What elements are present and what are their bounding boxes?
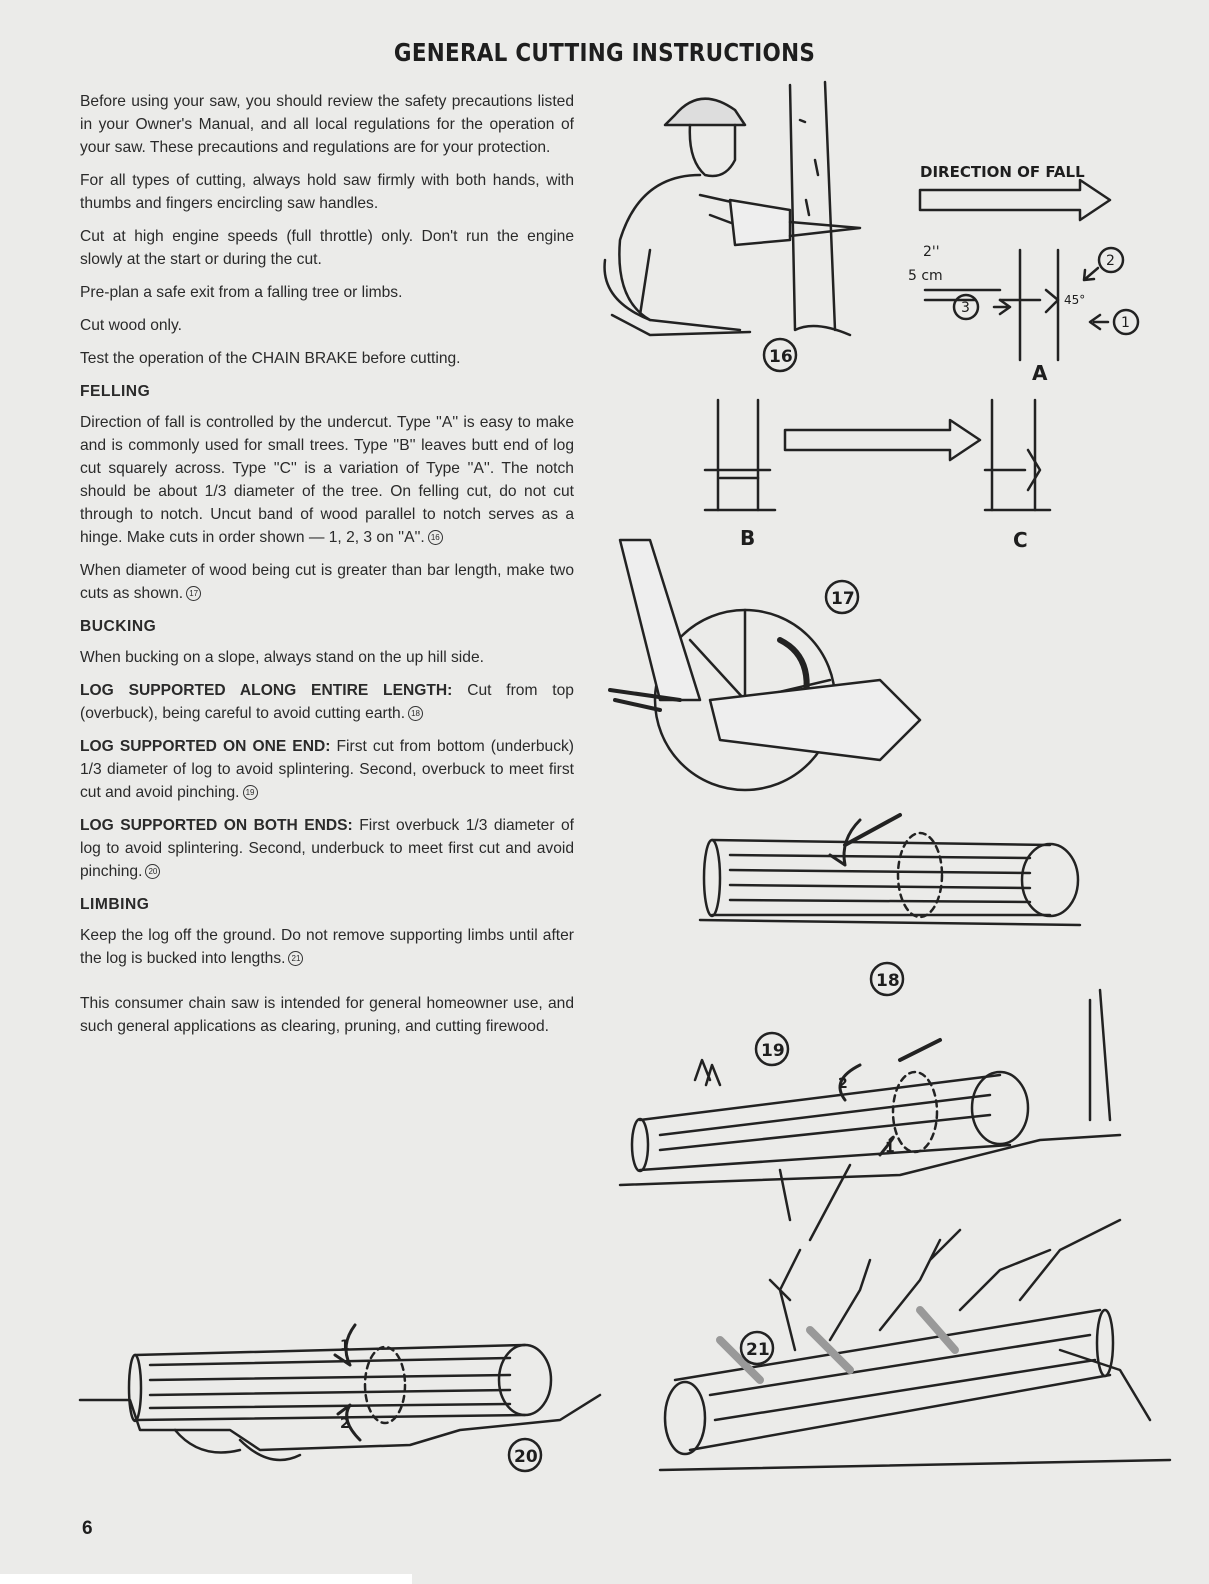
figure-17-number: 17 [831, 589, 855, 609]
figure-18-overbuck-illustration [700, 815, 1080, 995]
direction-of-fall-label: DIRECTION OF FALL [920, 163, 1085, 181]
type-a-label: A [1032, 361, 1048, 385]
figure-16-number: 16 [769, 347, 793, 367]
intro-paragraph-2: For all types of cutting, always hold saw firmly with both hands, with thumbs and fingers encircling saw handles. [80, 172, 574, 212]
direction-of-fall-arrow [920, 180, 1110, 220]
figure-17-two-cuts-illustration [610, 540, 920, 790]
felling-heading: FELLING [80, 383, 151, 400]
b-to-c-arrow [785, 420, 980, 460]
dimension-cm-label: 5 cm [908, 268, 943, 284]
fig20-arrow-2-label: 2 [340, 1416, 350, 1432]
fig19-arrow-2-label: 2 [838, 1076, 848, 1092]
figure-21-limbing-illustration [660, 1220, 1170, 1470]
intro-paragraph-6: Test the operation of the CHAIN BRAKE before cutting. [80, 350, 461, 367]
figure-19-one-end-illustration [620, 990, 1120, 1240]
figure-ref-16: 16 [428, 530, 443, 545]
figure-ref-18: 18 [408, 706, 423, 721]
intro-paragraph-3: Cut at high engine speeds (full throttle) only. Don't run the engine slowly at the start or during the cut. [80, 228, 574, 268]
bucking-heading: BUCKING [80, 618, 157, 635]
fig19-arrow-1-label: 1 [885, 1140, 895, 1156]
figure-21-number: 21 [746, 1340, 770, 1360]
figure-ref-17: 17 [186, 586, 201, 601]
type-c-label: C [1013, 528, 1028, 552]
limbing-heading: LIMBING [80, 896, 150, 913]
type-b-label: B [740, 526, 756, 550]
page-title: GENERAL CUTTING INSTRUCTIONS [393, 38, 816, 67]
intro-paragraph-1: Before using your saw, you should review the safety precautions listed in your Owner's Manual, and all local regulations for the operation of your saw. These precautions and regulations are for your protection. [80, 93, 574, 156]
cut-2-label: 2 [1106, 253, 1115, 269]
figure-ref-21: 21 [288, 951, 303, 966]
figure-ref-19: 19 [243, 785, 258, 800]
bucking-paragraph-1: When bucking on a slope, always stand on the up hill side. [80, 649, 484, 666]
limbing-paragraph: Keep the log off the ground. Do not remove supporting limbs until after the log is bucked into lengths. 21 [80, 927, 574, 967]
intro-paragraph-5: Cut wood only. [80, 317, 182, 334]
notch-type-c-diagram [985, 400, 1050, 510]
scan-edge-strip [0, 1574, 412, 1584]
cut-1-label: 1 [1121, 315, 1130, 331]
figure-18-number: 18 [876, 971, 900, 991]
felling-paragraph-1: Direction of fall is controlled by the undercut. Type ''A'' is easy to make and is commonly used for small trees. Type ''B'' leaves butt end of log cut squarely across. Type ''C'' is a variation of Type ''A''. The notch should be about 1/3 diameter of the tree. On felling cut, do not cut through to notch. Uncut band of wood parallel to notch serves as a hinge. Make cuts in order shown — 1, 2, 3 on ''A''. 16 [80, 414, 574, 546]
notch-type-b-diagram [705, 400, 775, 510]
bucking-paragraph-3: LOG SUPPORTED ON ONE END: First cut from bottom (underbuck) 1/3 diameter of log to avoid splintering. Second, overbuck to meet first cut and avoid pinching. 19 [80, 738, 574, 801]
bucking-paragraph-4: LOG SUPPORTED ON BOTH ENDS: First overbuck 1/3 diameter of log to avoid splintering. Second, underbuck to meet first cut and avoid pinching. 20 [80, 817, 574, 880]
closing-paragraph: This consumer chain saw is intended for general homeowner use, and such general applications as clearing, pruning, and cutting firewood. [80, 995, 574, 1035]
felling-paragraph-2: When diameter of wood being cut is greater than bar length, make two cuts as shown. 17 [80, 562, 574, 602]
figure-20-number: 20 [514, 1447, 538, 1467]
bucking-paragraph-2: LOG SUPPORTED ALONG ENTIRE LENGTH: Cut from top (overbuck), being careful to avoid cutting earth. 18 [80, 682, 574, 722]
cut-3-label: 3 [961, 300, 970, 316]
figure-19-number: 19 [761, 1041, 785, 1061]
figure-16-felling-illustration [605, 82, 860, 371]
figure-ref-20: 20 [145, 864, 160, 879]
intro-paragraph-4: Pre-plan a safe exit from a falling tree or limbs. [80, 284, 403, 301]
dimension-inches-label: 2'' [923, 244, 940, 260]
fig20-arrow-1-label: 1 [340, 1338, 350, 1354]
page-number: 6 [82, 1518, 93, 1539]
angle-label: 45° [1064, 293, 1086, 307]
